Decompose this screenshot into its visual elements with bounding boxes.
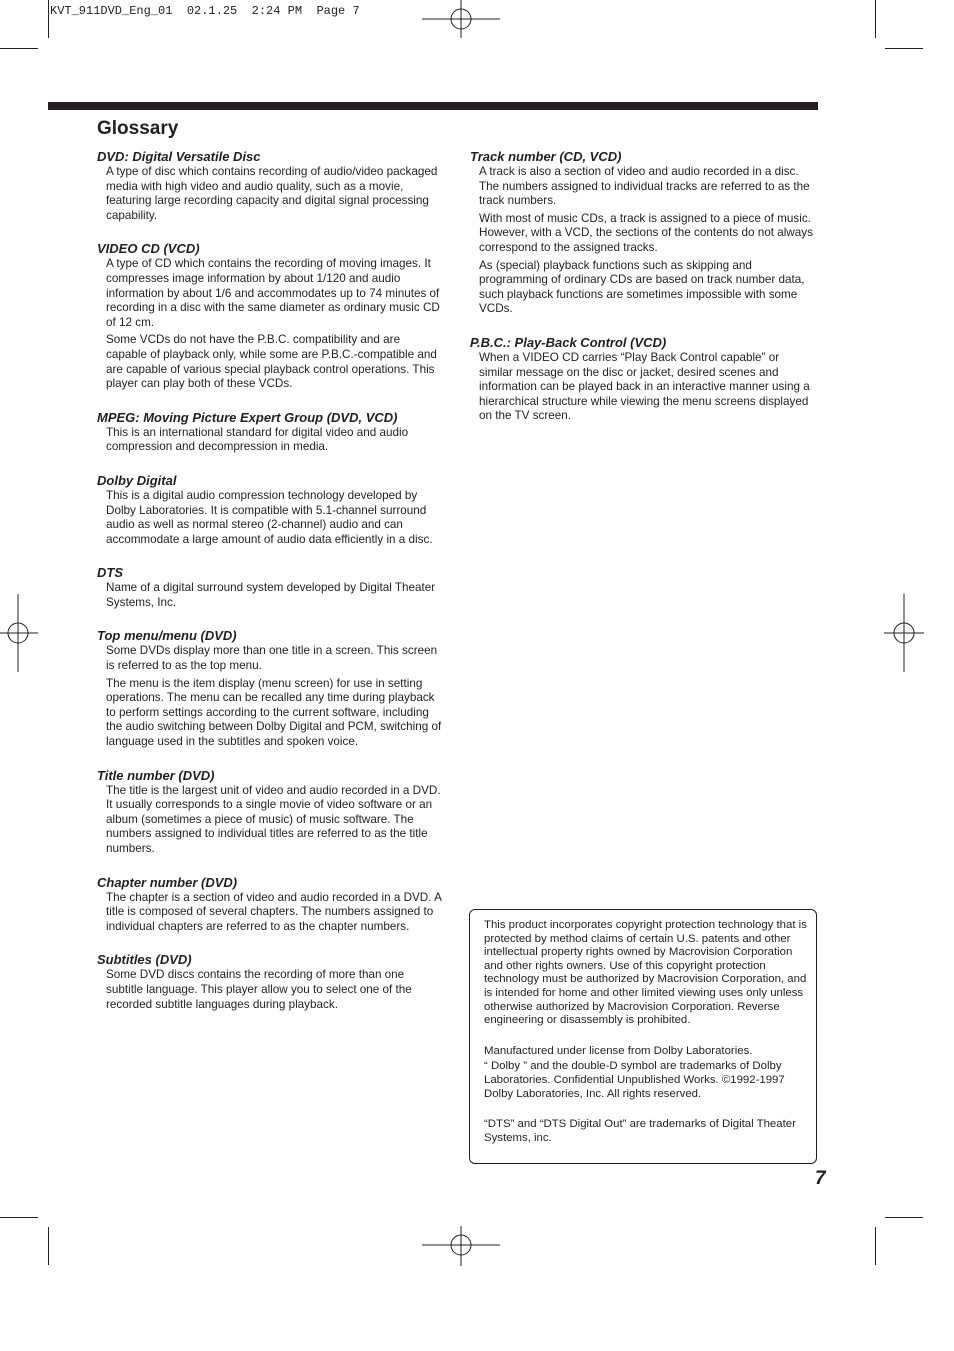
glossary-definition [97, 257, 443, 391]
dolby-trademark-notice: “ Dolby ” and the double-D symbol are trademarks of Dolby Laboratories. Confidential Unpublished Works. ©1992-1997 Dolby Laboratories, Inc. All rights reserved. [484, 1060, 785, 1100]
glossary-term: Title number (DVD) [97, 767, 215, 783]
glossary-definition [97, 644, 443, 749]
glossary-right-column [470, 148, 815, 441]
definition-paragraph: Some DVDs display more than one title in a screen. This screen is referred to as the top menu. [106, 644, 438, 673]
glossary-definition [97, 165, 443, 223]
definition-paragraph: A type of CD which contains the recording of moving images. It compresses image information by about 1/120 and audio information by about 1/6 and accommodates up to 74 minutes of recording in a disc with the same diameter as ordinary music CD of 12 cm. [106, 257, 440, 329]
definition-paragraph: As (special) playback functions such as skipping and programming of ordinary CDs are based on track number data, such playback functions are sometimes impossible with some VCDs. [479, 258, 805, 316]
glossary-term: DTS [97, 565, 123, 581]
definition-paragraph: Some DVD discs contains the recording of more than one subtitle language. This player allow you to select one of the recorded subtitle languages during playback. [106, 968, 412, 1011]
glossary-left-column [97, 148, 443, 1029]
crop-mark-top-left-v [48, 0, 49, 38]
glossary-term: P.B.C.: Play-Back Control (VCD) [470, 334, 667, 350]
registration-mark-top [422, 0, 500, 40]
crop-mark-bottom-left-h [0, 1217, 38, 1218]
glossary-entry [97, 409, 443, 455]
glossary-term: Chapter number (DVD) [97, 874, 238, 890]
header-rule [48, 102, 818, 110]
glossary-entry [97, 767, 443, 857]
crop-mark-bottom-left-v [48, 1227, 49, 1265]
glossary-term: Top menu/menu (DVD) [97, 628, 237, 644]
glossary-entry [97, 564, 443, 610]
definition-paragraph: Name of a digital surround system developed by Digital Theater Systems, Inc. [106, 581, 436, 609]
glossary-definition [470, 351, 815, 424]
definition-paragraph: A track is also a section of video and audio recorded in a disc. The numbers assigned to individual tracks are referred to as the track numbers. [479, 165, 810, 208]
print-slug: KVT_911DVD_Eng_01 02.1.25 2:24 PM Page 7 [50, 4, 360, 18]
registration-mark-left [0, 594, 38, 672]
glossary-term: Track number (CD, VCD) [470, 149, 622, 164]
definition-paragraph: This is an international standard for digital video and audio compression and decompression in media. [106, 425, 409, 454]
definition-paragraph: The chapter is a section of video and audio recorded in a DVD. A title is composed of several chapters. The numbers assigned to individual chapters are referred to as the chapter numbers. [106, 890, 442, 933]
crop-mark-bottom-right-h [885, 1217, 923, 1218]
definition-paragraph: A type of disc which contains recording of audio/video packaged media with high video and audio quality, such as a movie, featuring large recording capacity and digital signal processing capability. [106, 165, 438, 222]
copyright-protection-notice: This product incorporates copyright protection technology that is protected by method claims of certain U.S. patents and other intellectual property rights owned by Macrovision Corporation and other rights owners. Use of this copyright protection technology must be authorized by Macrovision Corporation, and is intended for home and other limited viewing uses only unless otherwise authorized by Macrovision Corporation. Reverse engineering or disassembly is prohibited. [484, 919, 807, 1027]
glossary-entry [470, 148, 815, 317]
legal-notice-box [469, 909, 817, 1164]
glossary-entry [97, 627, 443, 749]
page-number: 7 [815, 1168, 826, 1189]
glossary-term: Subtitles (DVD) [97, 952, 192, 968]
glossary-definition [470, 165, 815, 317]
definition-paragraph: With most of music CDs, a track is assigned to a piece of music. However, with a VCD, the sections of the contents do not always correspond to the assigned tracks. [479, 211, 813, 254]
glossary-entry [97, 240, 443, 391]
glossary-entry [470, 334, 815, 424]
glossary-entry [97, 148, 443, 223]
glossary-term: VIDEO CD (VCD) [97, 241, 200, 257]
dts-trademark-notice: “DTS” and “DTS Digital Out” are trademarks of Digital Theater Systems, inc. [484, 1118, 796, 1144]
page-title: Glossary [97, 118, 179, 139]
registration-mark-right [884, 594, 924, 672]
definition-paragraph: When a VIDEO CD carries “Play Back Control capable” or similar message on the disc or jacket, desired scenes and information can be played back in an interactive manner using a hierarchical structure while viewing the menu screens displayed on the TV screen. [479, 350, 810, 423]
dolby-license-notice: Manufactured under license from Dolby Laboratories. [484, 1044, 753, 1057]
definition-paragraph: This is a digital audio compression technology developed by Dolby Laboratories. It is compatible with 5.1-channel surround audio as well as normal stereo (2-channel) audio and can accommodate a large amount of audio data efficiently in a disc. [106, 488, 433, 546]
glossary-entry [97, 472, 443, 547]
crop-mark-top-right-v [875, 0, 876, 38]
crop-mark-top-right-h [885, 48, 923, 49]
glossary-definition [97, 426, 443, 455]
definition-paragraph: Some VCDs do not have the P.B.C. compatibility and are capable of playback only, while some are P.B.C.-compatible and are capable of various special playback control operations. This player can play both of these VCDs. [106, 333, 437, 391]
glossary-definition [97, 891, 443, 935]
registration-mark-bottom [422, 1226, 500, 1266]
crop-mark-bottom-right-v [875, 1227, 876, 1265]
glossary-term: Dolby Digital [97, 472, 177, 488]
glossary-definition [97, 581, 443, 610]
glossary-definition [97, 968, 443, 1012]
glossary-term: MPEG: Moving Picture Expert Group (DVD, VCD) [97, 409, 398, 425]
glossary-term: DVD: Digital Versatile Disc [97, 149, 261, 164]
glossary-definition [97, 784, 443, 857]
definition-paragraph: The menu is the item display (menu screen) for use in setting operations. The menu can be recalled any time during playback to perform settings according to the current software, including the audio switching between Dolby Digital and PCM, switching of language used in the subtitles and spoken voice. [106, 676, 442, 749]
glossary-entry [97, 951, 443, 1012]
glossary-entry [97, 874, 443, 935]
glossary-definition [97, 489, 443, 547]
definition-paragraph: The title is the largest unit of video and audio recorded in a DVD. It usually corresponds to a single movie of video software or an album (sometimes a piece of music) of music software. The numbers assigned to individual titles are referred to as the title numbers. [106, 783, 441, 855]
crop-mark-top-left-h [0, 48, 38, 49]
